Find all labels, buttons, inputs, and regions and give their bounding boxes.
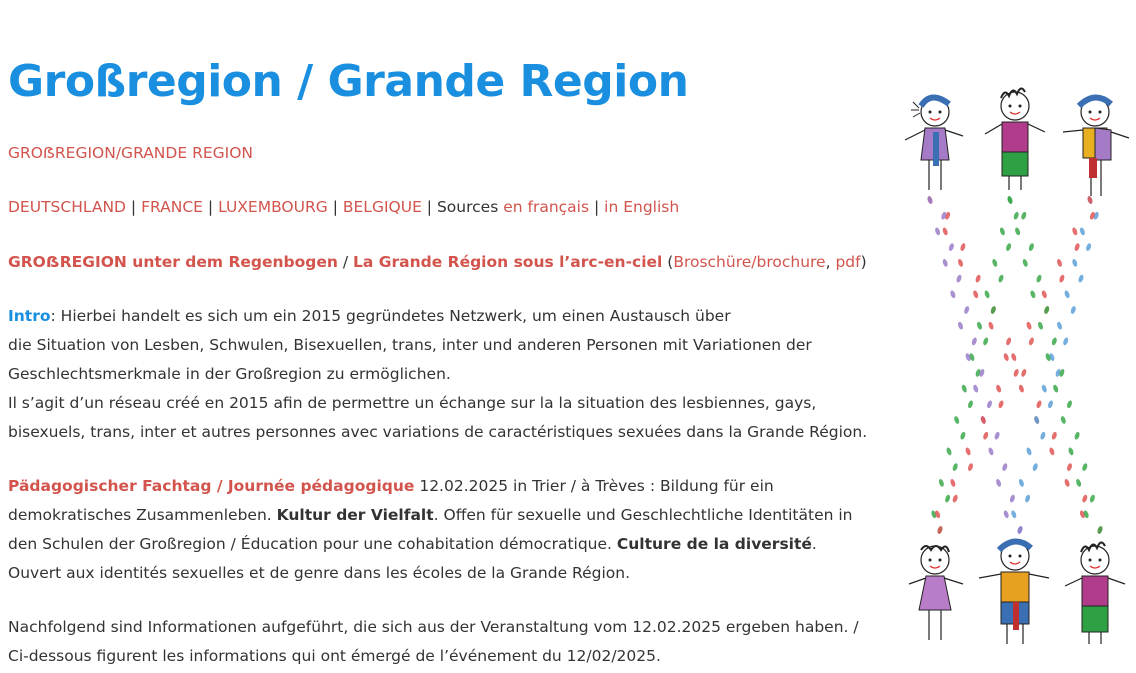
footprint bbox=[1052, 384, 1059, 393]
child-top-right bbox=[1063, 97, 1129, 196]
footprint bbox=[1071, 227, 1078, 236]
intro-line-3: Geschlechtsmerkmale in der Großregion zu ermöglichen. bbox=[8, 365, 451, 383]
footprint bbox=[1026, 321, 1033, 330]
footprint bbox=[1047, 400, 1054, 409]
fachtag-text: . bbox=[811, 535, 817, 553]
footprint bbox=[1013, 368, 1020, 377]
footprint bbox=[1036, 274, 1043, 283]
footprint bbox=[1075, 478, 1082, 487]
footprint bbox=[995, 384, 1002, 393]
footprint bbox=[1058, 274, 1065, 283]
footprint bbox=[971, 337, 978, 346]
fachtag-line-2 bbox=[8, 501, 852, 530]
footprint bbox=[972, 384, 979, 393]
footprint bbox=[1036, 400, 1043, 409]
paren-close: ) bbox=[860, 253, 867, 271]
footprint bbox=[991, 258, 998, 267]
footprint bbox=[1028, 337, 1035, 346]
footprint bbox=[999, 227, 1006, 236]
illustration-svg bbox=[895, 80, 1135, 650]
intro-label: Intro bbox=[8, 307, 51, 325]
nav-separator: | bbox=[207, 198, 214, 216]
footprint bbox=[1018, 384, 1025, 393]
comma-text: , bbox=[825, 253, 836, 271]
footprint bbox=[957, 258, 964, 267]
footprint bbox=[1018, 478, 1025, 487]
footprint bbox=[1010, 353, 1017, 362]
footprint bbox=[1051, 431, 1058, 440]
footprint bbox=[942, 227, 949, 236]
footprint bbox=[988, 447, 995, 456]
footprint bbox=[1041, 384, 1048, 393]
footprint bbox=[984, 290, 991, 299]
pdf-link[interactable]: pdf bbox=[835, 253, 861, 271]
footprint bbox=[949, 290, 956, 299]
country-link-luxembourg[interactable]: LUXEMBOURG bbox=[218, 198, 328, 216]
footprint bbox=[1028, 243, 1035, 252]
footprint bbox=[956, 274, 963, 283]
footprint bbox=[1068, 447, 1075, 456]
footprint bbox=[1079, 227, 1086, 236]
fachtag-line-4: Ouvert aux identités sexuelles et de genre dans les écoles de la Grande Région. bbox=[8, 564, 631, 582]
footprint bbox=[1009, 494, 1016, 503]
footprint bbox=[1022, 258, 1029, 267]
fachtag-link[interactable]: Pädagogischer Fachtag / Journée pédagogique bbox=[8, 477, 415, 495]
child-top-middle bbox=[985, 88, 1045, 190]
fachtag-text: . Offen für sexuelle und Geschlechtliche Identitäten in bbox=[433, 506, 853, 524]
country-link-belgique[interactable]: BELGIQUE bbox=[342, 198, 422, 216]
footprint bbox=[1043, 305, 1050, 314]
child-bottom-middle bbox=[979, 541, 1049, 644]
footprint bbox=[1064, 290, 1071, 299]
footprint bbox=[953, 415, 960, 424]
footprint bbox=[1085, 243, 1092, 252]
intro-line-4: Il s’agit d’un réseau créé en 2015 afin de permettre un échange sur la la situation des lesbiennes, gays, bbox=[8, 394, 817, 412]
footprint bbox=[1032, 463, 1039, 472]
subtitle-line bbox=[8, 139, 253, 168]
footprint bbox=[982, 337, 989, 346]
footprint bbox=[1056, 321, 1063, 330]
footprint bbox=[1087, 195, 1094, 204]
footprint bbox=[942, 258, 949, 267]
rainbow-fr-link[interactable]: La Grande Région sous l’arc-en-ciel bbox=[353, 253, 663, 271]
footprint bbox=[946, 447, 953, 456]
footprint bbox=[1003, 510, 1010, 519]
fachtag-text: demokratisches Zusammenleben. bbox=[8, 506, 277, 524]
footprint bbox=[986, 400, 993, 409]
slash-text: / bbox=[337, 253, 354, 271]
child-bottom-left bbox=[909, 546, 963, 640]
footprint bbox=[948, 243, 955, 252]
followup-line-2: Ci-dessous figurent les informations qui ont émergé de l’événement du 12/02/2025. bbox=[8, 647, 661, 665]
footprint bbox=[963, 305, 970, 314]
footprint bbox=[965, 447, 972, 456]
footprint bbox=[959, 431, 966, 440]
footprint bbox=[1005, 243, 1012, 252]
footprint bbox=[1013, 211, 1020, 220]
footprint bbox=[1066, 463, 1073, 472]
footprint bbox=[1081, 463, 1088, 472]
nav-separator: | bbox=[130, 198, 137, 216]
footprint bbox=[1017, 525, 1024, 534]
footprint bbox=[1062, 337, 1069, 346]
page-title: Großregion / Grande Region bbox=[8, 56, 689, 107]
footprint bbox=[1074, 243, 1081, 252]
footprint bbox=[959, 243, 966, 252]
followup-line-1: Nachfolgend sind Informationen aufgeführt, die sich aus der Veranstaltung vom 12.02.2025 ergeben haben. / bbox=[8, 618, 859, 636]
footprint bbox=[1060, 415, 1067, 424]
footprint bbox=[938, 478, 945, 487]
footprint bbox=[998, 274, 1005, 283]
footprint bbox=[952, 463, 959, 472]
sources-en-link[interactable]: in English bbox=[604, 198, 680, 216]
grossregion-link[interactable]: GROẞREGION/GRANDE REGION bbox=[8, 144, 254, 162]
footprint bbox=[1024, 494, 1031, 503]
footprint bbox=[1020, 211, 1027, 220]
footprint bbox=[1005, 337, 1012, 346]
footprint bbox=[1010, 510, 1017, 519]
footprint bbox=[998, 400, 1005, 409]
brochure-link[interactable]: Broschüre/brochure bbox=[673, 253, 826, 271]
brochure-line bbox=[8, 248, 867, 277]
footprint bbox=[1041, 290, 1048, 299]
footprint bbox=[1007, 195, 1014, 204]
footprint bbox=[937, 525, 944, 534]
footprint bbox=[994, 431, 1001, 440]
sources-fr-link[interactable]: en français bbox=[503, 198, 590, 216]
country-nav bbox=[8, 193, 679, 222]
footprint bbox=[1097, 525, 1104, 534]
footprint bbox=[1037, 321, 1044, 330]
footprint bbox=[1029, 290, 1036, 299]
footprint bbox=[980, 415, 987, 424]
country-link-france[interactable]: FRANCE bbox=[141, 198, 203, 216]
nav-separator: | bbox=[594, 198, 600, 216]
intro-text: : Hierbei handelt es sich um ein 2015 gegründetes Netzwerk, um einen Austausch über bbox=[50, 307, 731, 325]
footprint bbox=[1074, 431, 1081, 440]
footprint bbox=[952, 494, 959, 503]
footprint bbox=[967, 463, 974, 472]
footprint bbox=[995, 478, 1002, 487]
footprint bbox=[1064, 478, 1071, 487]
child-top-left bbox=[905, 97, 963, 190]
footprints-group bbox=[927, 195, 1104, 534]
footprint bbox=[975, 274, 982, 283]
footprint bbox=[927, 195, 934, 204]
footprint bbox=[949, 478, 956, 487]
footprint bbox=[944, 494, 951, 503]
footprint bbox=[1001, 463, 1008, 472]
intro-line-1 bbox=[8, 302, 731, 331]
footprint bbox=[1014, 227, 1021, 236]
footprint bbox=[1066, 400, 1073, 409]
footprint bbox=[934, 227, 941, 236]
fachtag-line-3 bbox=[8, 530, 817, 559]
footprint bbox=[1039, 431, 1046, 440]
fachtag-text: den Schulen der Großregion / Éducation pour une cohabitation démocratique. bbox=[8, 535, 617, 553]
country-link-deutschland[interactable]: DEUTSCHLAND bbox=[8, 198, 126, 216]
footprint bbox=[972, 290, 979, 299]
footprint bbox=[1070, 305, 1077, 314]
culture-de-la-diversite: Culture de la diversité bbox=[616, 535, 812, 553]
footprint bbox=[1003, 353, 1010, 362]
sources-label: Sources bbox=[436, 198, 499, 216]
rainbow-de-link[interactable]: GROẞREGION unter dem Regenbogen bbox=[8, 253, 338, 271]
fachtag-line-1 bbox=[8, 472, 774, 501]
footprint bbox=[1026, 447, 1033, 456]
footprint bbox=[990, 305, 997, 314]
footprint bbox=[1081, 494, 1088, 503]
footprint bbox=[1020, 368, 1027, 377]
footprint bbox=[1033, 415, 1040, 424]
footprint bbox=[988, 321, 995, 330]
intro-line-5: bisexuels, trans, inter et autres personnes avec variations de caractéristiques sexuées dans la Grande Région. bbox=[8, 423, 868, 441]
children-footprints-illustration bbox=[895, 80, 1135, 650]
fachtag-text: 12.02.2025 in Trier / à Trèves : Bildung für ein bbox=[414, 477, 774, 495]
footprint bbox=[976, 321, 983, 330]
footprint bbox=[1089, 494, 1096, 503]
footprint bbox=[1071, 258, 1078, 267]
footprint bbox=[1078, 274, 1085, 283]
nav-separator: | bbox=[332, 198, 338, 216]
footprint bbox=[982, 431, 989, 440]
child-bottom-right bbox=[1065, 542, 1125, 644]
paren-open: ( bbox=[662, 253, 674, 271]
kultur-der-vielfalt: Kultur der Vielfalt bbox=[276, 506, 434, 524]
footprint bbox=[957, 321, 964, 330]
footprint bbox=[1048, 447, 1055, 456]
footprint bbox=[961, 384, 968, 393]
footprint bbox=[1056, 258, 1063, 267]
intro-line-2: die Situation von Lesben, Schwulen, Bisexuellen, trans, inter und anderen Personen mit Variationen der bbox=[8, 336, 812, 354]
footprint bbox=[967, 400, 974, 409]
footprint bbox=[1051, 337, 1058, 346]
nav-separator: | bbox=[426, 198, 433, 216]
